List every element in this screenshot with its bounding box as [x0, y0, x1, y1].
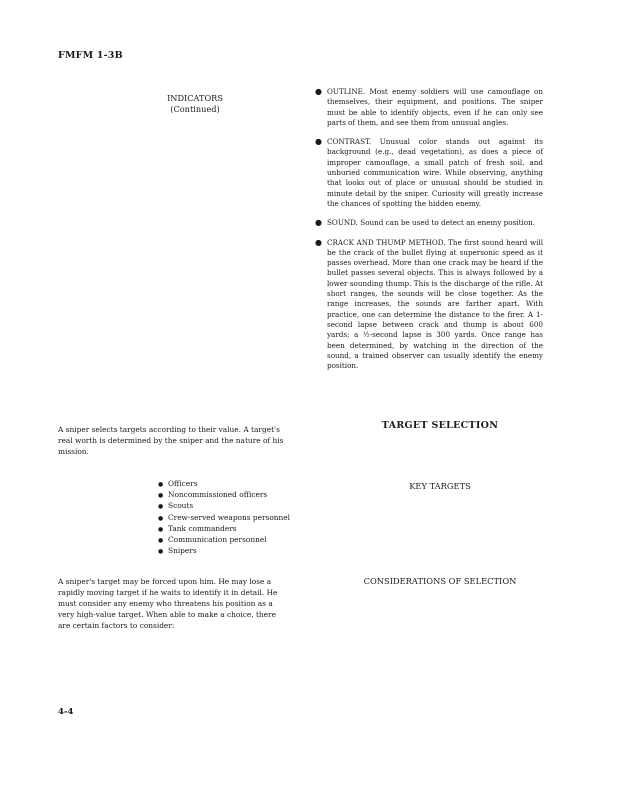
- target-selection-heading: TARGET SELECTION: [381, 420, 499, 431]
- key-targets-list: [158, 478, 318, 556]
- indicator-text: Unusual color stands out against its background (e.g., dead vegetation), as does a piece of improper camouflage, a small patch of fresh soil, and unburied communication wire. While observing, anything that looks out of place or unusual should be studied in minute detail by the sniper. Curiosity will greatly increase the chances of spotting the hidden enemy.: [327, 137, 543, 208]
- indicator-term: SOUND.: [327, 218, 358, 228]
- indicator-term: CRACK AND THUMP METHOD.: [327, 237, 446, 247]
- indicators-heading: [150, 93, 240, 115]
- list-item: ● Crew-served weapons personnel: [158, 512, 318, 523]
- list-item: ● Snipers: [158, 545, 318, 556]
- target-selection-paragraph: A sniper selects targets according to their value. A target's real worth is determined by the sniper and the nature of his mission.: [58, 425, 284, 456]
- key-targets-heading: KEY TARGETS: [409, 481, 471, 491]
- considerations-paragraph: A sniper's target may be forced upon him. He may lose a rapidly moving target if he waits to identify it in detail. He must consider any enemy who threatens his position as a very high-value target. When able to make a choice, there are certain factors to consider:: [58, 577, 278, 630]
- indicator-text: Sound can be used to detect an enemy position.: [360, 218, 536, 228]
- indicators-heading-subtitle: (Continued): [170, 104, 220, 114]
- indicator-text: The first sound heard will be the crack of the bullet flying at supersonic speed as it passes overhead. More than one crack may be heard if the bullet passes several objects. This is always followed by a lower sounding thump. This is the discharge of the rifle. At short ranges, the sounds will be close together. As the range increases, the sounds are farther apart. With practice, one can determine the distance to the firer. A 1-second lapse between crack and thump is about 600 yards; a ½-second lapse is 300 yards. Once range has been determined, by watching in the direction of the sound, a trained observer can usually identify the enemy position.: [327, 237, 543, 371]
- indicators-list: [315, 87, 543, 380]
- indicator-item-contrast: [315, 137, 543, 209]
- list-item: ● Tank commanders: [158, 523, 318, 534]
- considerations-heading: CONSIDERATIONS OF SELECTION: [363, 576, 517, 586]
- page-header: FMFM 1-3B: [58, 50, 123, 61]
- indicator-item-sound: [315, 218, 543, 228]
- list-item: ● Scouts: [158, 500, 318, 511]
- indicator-term: OUTLINE.: [327, 87, 366, 96]
- indicator-text: Most enemy soldiers will use camouflage on themselves, their equipment, and positions. The sniper must be able to identify objects, even if he can only see parts of them, and see them from unusual angles.: [327, 87, 543, 127]
- indicator-item-crack-and-thump: [315, 238, 543, 372]
- page-number: 4-4: [58, 707, 74, 717]
- list-item: ● Communication personnel: [158, 534, 318, 545]
- indicator-term: CONTRAST.: [327, 137, 372, 147]
- list-item: ● Officers: [158, 478, 318, 489]
- list-item: ● Noncommissioned officers: [158, 489, 318, 500]
- indicator-item-outline: [315, 87, 543, 128]
- indicators-heading-title: INDICATORS: [167, 93, 223, 103]
